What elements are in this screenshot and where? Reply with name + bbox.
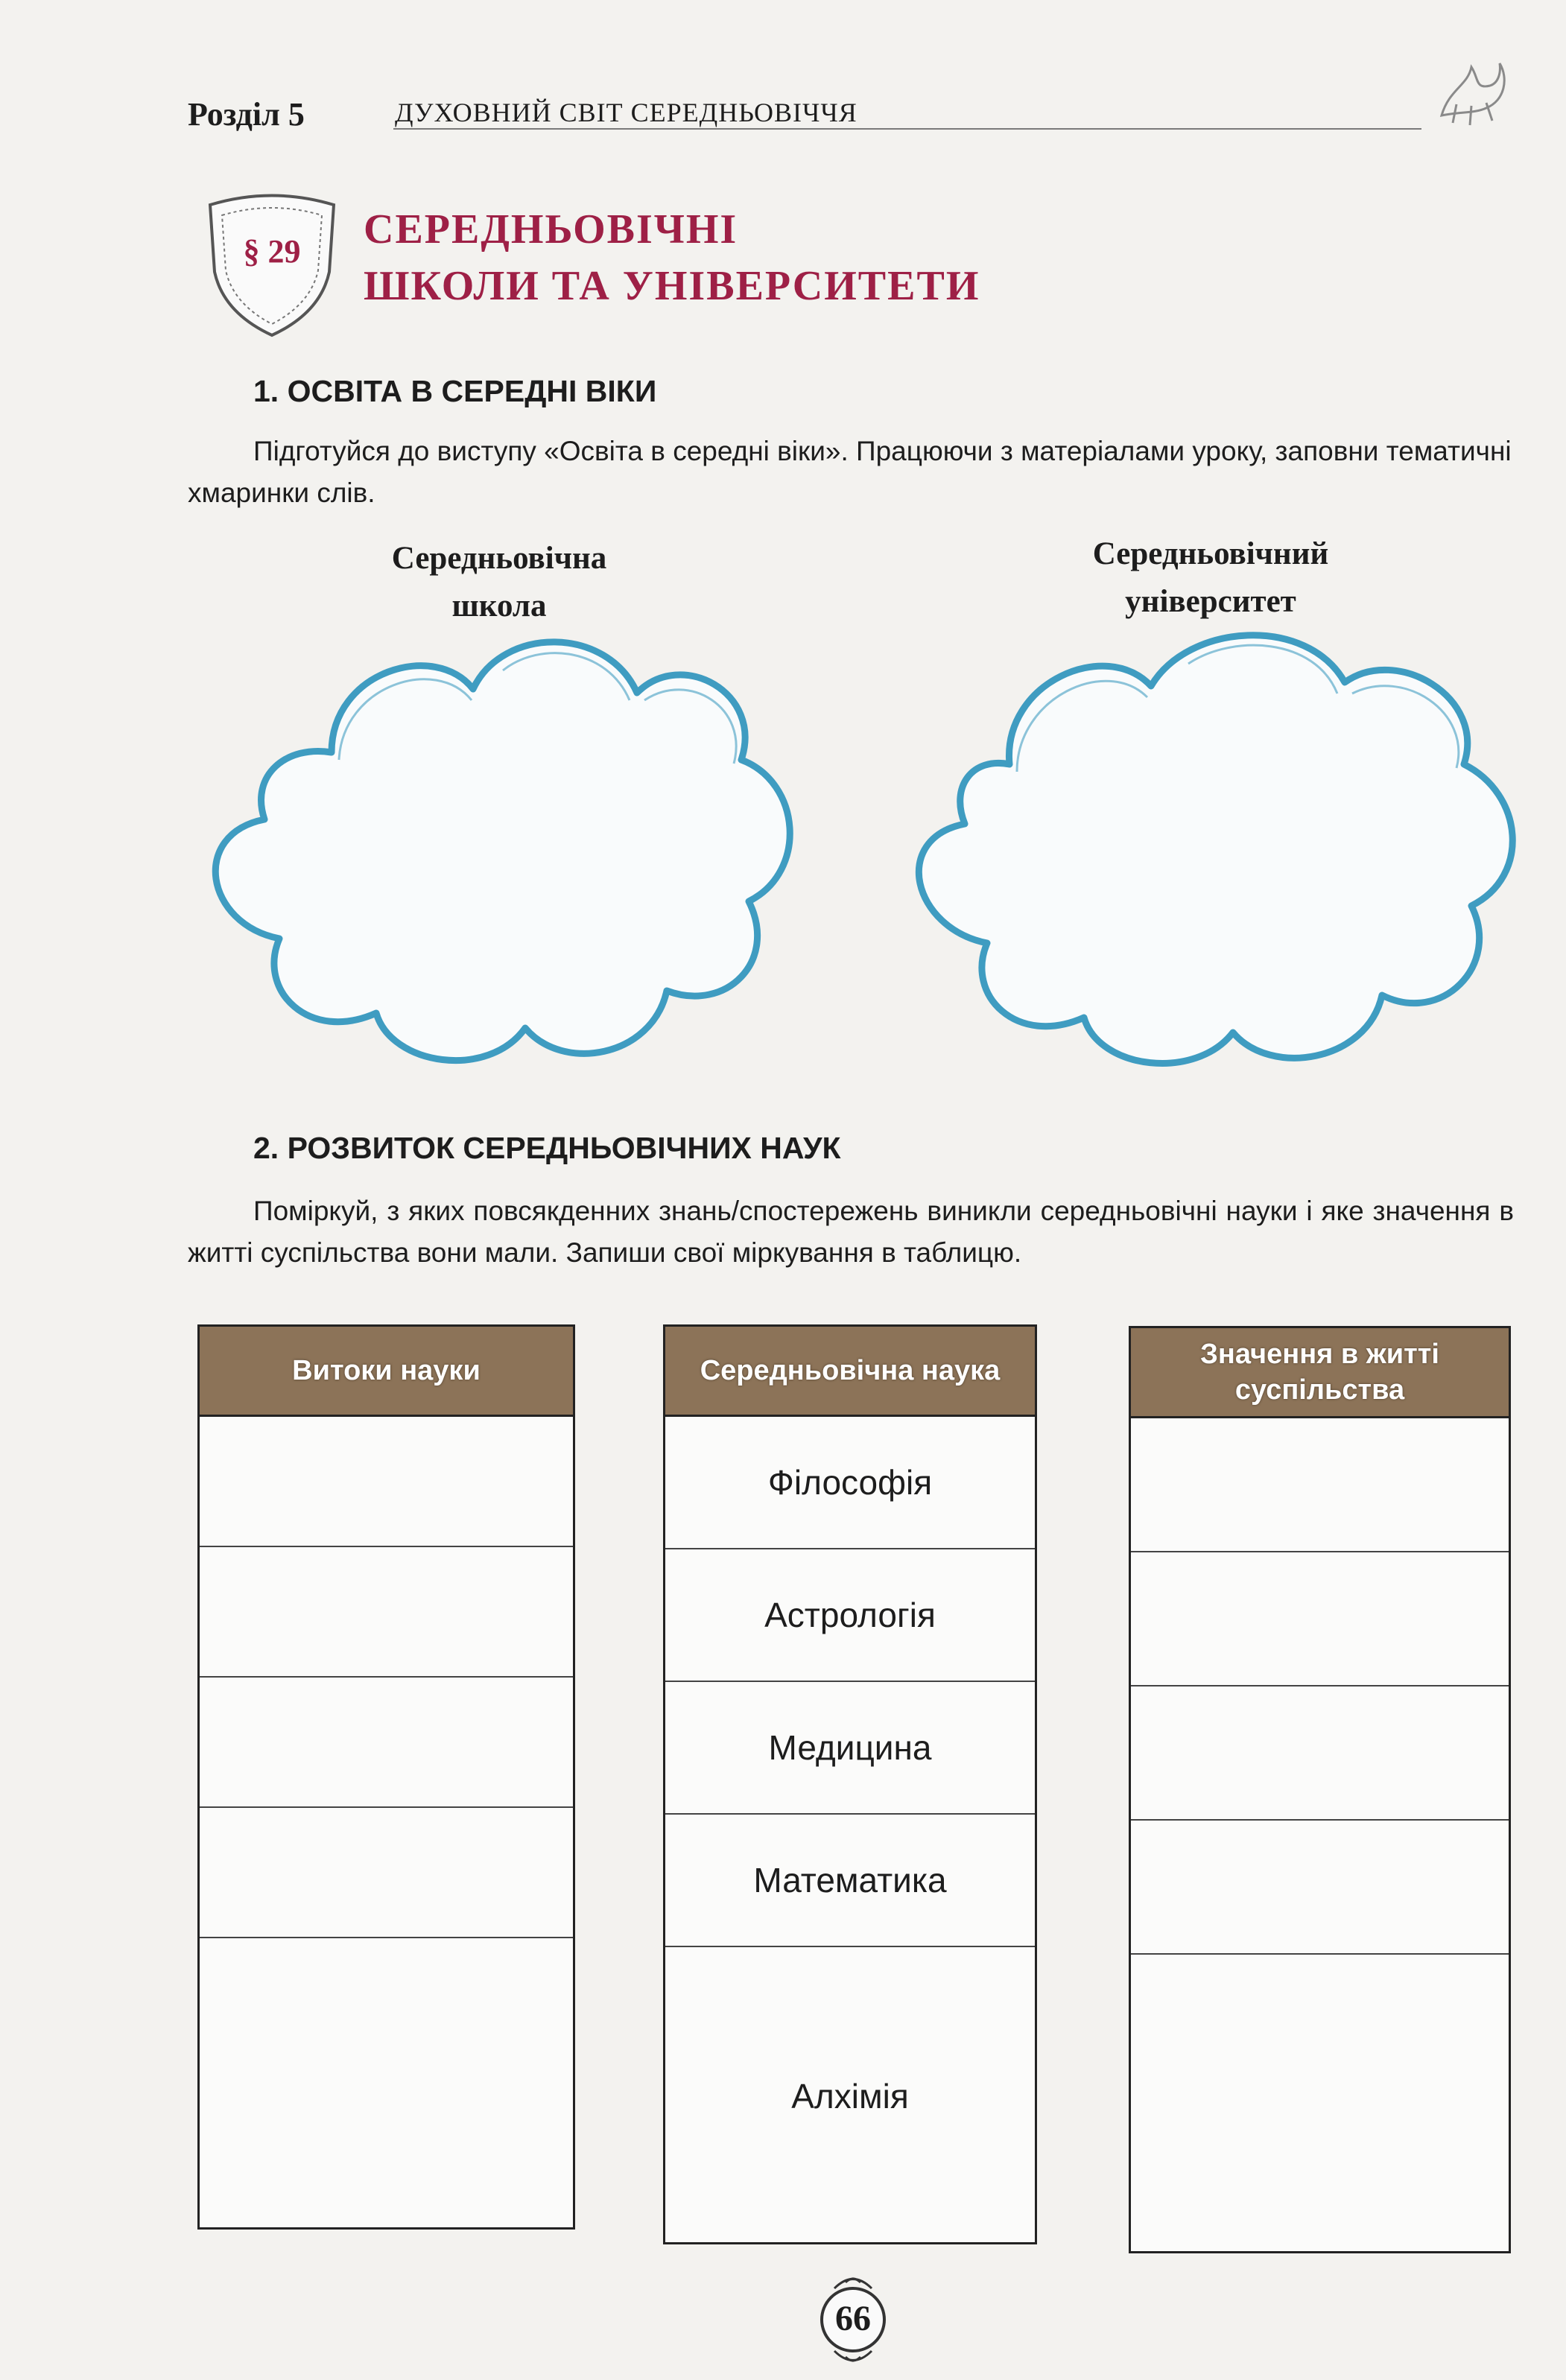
table-row[interactable] — [200, 1808, 573, 1938]
word-cloud-school[interactable] — [190, 626, 808, 1080]
chapter-title: ДУХОВНИЙ СВІТ СЕРЕДНЬОВІЧЧЯ — [395, 98, 858, 127]
dragon-ornament-icon — [1427, 45, 1516, 134]
table-row[interactable] — [1131, 1955, 1509, 2253]
lesson-number: § 29 — [243, 233, 301, 270]
table-row: Медицина — [665, 1682, 1035, 1815]
table-significance-body — [1131, 1418, 1509, 2253]
table-row[interactable] — [200, 1547, 573, 1678]
lesson-title-line2: ШКОЛИ ТА УНІВЕРСИТЕТИ — [364, 263, 980, 309]
table-science — [663, 1324, 1037, 2244]
table-row[interactable] — [1131, 1418, 1509, 1552]
section1-heading: 1. ОСВІТА В СЕРЕДНІ ВІКИ — [253, 374, 657, 408]
cloud-label-school — [313, 535, 685, 630]
lesson-title-line1: СЕРЕДНЬОВІЧНІ — [364, 206, 738, 253]
cloud-label-university — [1006, 530, 1416, 626]
table-origins-header: Витоки науки — [200, 1327, 573, 1417]
table-row[interactable] — [1131, 1821, 1509, 1955]
table-row[interactable] — [1131, 1552, 1509, 1686]
cloud-label-university-line1: Середньовічний — [1092, 536, 1329, 571]
cloud-label-university-line2: університет — [1125, 584, 1296, 619]
table-science-body — [665, 1417, 1035, 2244]
table-origins-body — [200, 1417, 573, 2230]
word-cloud-university[interactable] — [890, 623, 1527, 1081]
table-significance-header: Значення в житті суспільства — [1131, 1328, 1509, 1418]
table-origins — [197, 1324, 575, 2230]
chapter-label: Розділ 5 — [188, 96, 305, 133]
table-significance — [1129, 1326, 1511, 2253]
section2-instructions: Поміркуй, з яких повсякденних знань/спостережень виникли середньовічні науки і яке значення в житті суспільства вони мали. Запиши свої міркування в таблицю. — [188, 1196, 1514, 1268]
section2-heading: 2. РОЗВИТОК СЕРЕДНЬОВІЧНИХ НАУК — [253, 1131, 841, 1165]
page-number: 66 — [835, 2299, 871, 2338]
table-row: Алхімія — [791, 2076, 909, 2116]
header-rule — [393, 128, 1421, 130]
table-row[interactable] — [1131, 1686, 1509, 1821]
table-row: Математика — [665, 1815, 1035, 1947]
section1-instructions: Підготуйся до виступу «Освіта в середні віки». Працюючи з матеріалами уроку, заповни тематичні хмаринки слів. — [188, 436, 1512, 508]
cloud-label-school-line1: Середньовічна — [391, 541, 607, 576]
table-row[interactable] — [200, 1938, 573, 2230]
table-row: Філософія — [665, 1417, 1035, 1549]
table-science-header: Середньовічна наука — [665, 1327, 1035, 1417]
table-row[interactable] — [200, 1417, 573, 1547]
cloud-label-school-line2: школа — [451, 588, 547, 623]
table-row[interactable] — [200, 1678, 573, 1808]
table-row: Астрологія — [665, 1549, 1035, 1682]
